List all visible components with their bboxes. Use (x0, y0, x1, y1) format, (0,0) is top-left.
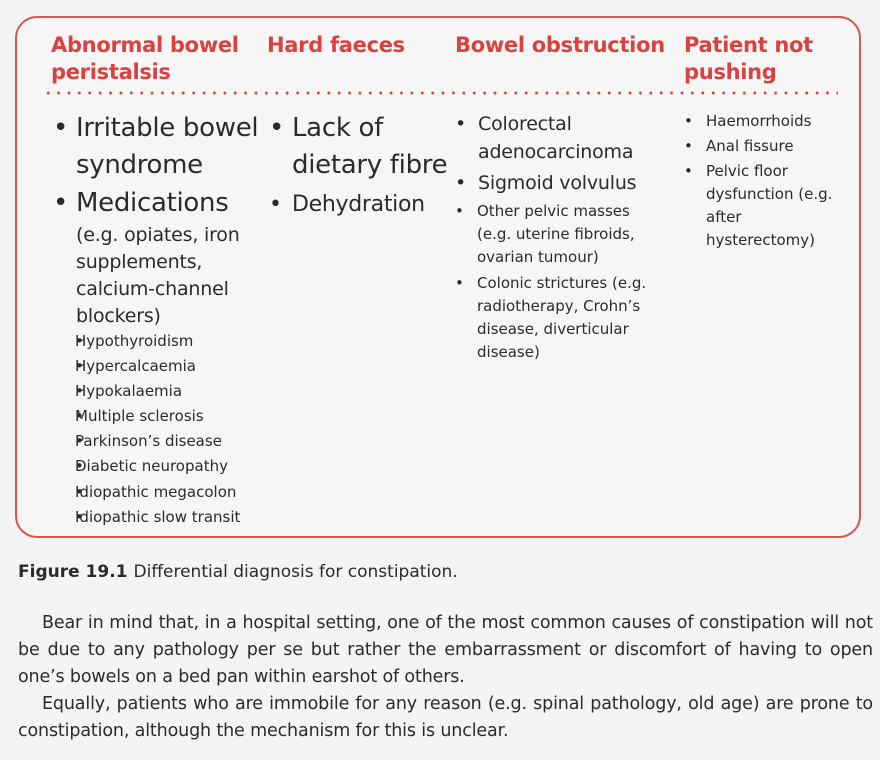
column-1-small-list (53, 330, 268, 528)
list-item: • Other pelvic masses (e.g. uterine fibroids, ovarian tumour) (455, 200, 665, 269)
list-item: • Diabetic neuropathy (53, 455, 268, 478)
list-item: • Idiopathic megacolon (53, 481, 268, 504)
column-3-medium-list (455, 110, 675, 200)
column-4-small-list (684, 110, 834, 254)
list-item: • Medications (e.g. opiates, iron supplements, calcium-channel blockers) (53, 185, 268, 330)
list-item: • Colorectal adenocarcinoma (455, 110, 675, 166)
paragraph: Bear in mind that, in a hospital setting, one of the most common causes of constipation will not be due to any pathology per se but rather the embarrassment or discomfort of having to open one’s bowels on a bed pan within earshot of others. (18, 613, 873, 687)
list-item: • Sigmoid volvulus (455, 169, 675, 197)
column-1-large-list (53, 110, 268, 330)
list-item-note: (e.g. opiates, iron supplements, calcium-channel blockers) (76, 224, 240, 327)
list-item: • Dehydration (269, 186, 449, 223)
body-text (18, 610, 873, 745)
figure-number: Figure 19.1 (18, 562, 128, 582)
column-heading-bowel-obstruction: Bowel obstruction (455, 33, 665, 57)
list-item: • Hypothyroidism (53, 330, 268, 353)
list-item: • Idiopathic slow transit (53, 506, 268, 529)
paragraph: Equally, patients who are immobile for any reason (e.g. spinal pathology, old age) are prone to constipation, although the mechanism for this is unclear. (18, 694, 873, 741)
list-item: • Anal fissure (684, 135, 834, 158)
list-item: • Haemorrhoids (684, 110, 834, 133)
dotted-divider (43, 91, 838, 95)
list-item: • Irritable bowel syndrome (53, 110, 268, 184)
column-heading-hard-faeces: Hard faeces (267, 33, 405, 57)
list-item: • Parkinson’s disease (53, 430, 268, 453)
differential-diagnosis-figure (15, 16, 861, 538)
column-3-small-list (455, 200, 665, 366)
figure-caption-text: Differential diagnosis for constipation. (133, 562, 458, 582)
column-heading-patient-not-pushing: Patient not pushing (684, 33, 813, 84)
list-item: • Colonic strictures (e.g. radiotherapy, Crohn’s disease, diverticular disease) (455, 272, 665, 364)
column-2-large-list (269, 110, 449, 223)
figure-caption (18, 562, 458, 582)
list-item: • Lack of dietary fibre (269, 110, 449, 184)
list-item: • Multiple sclerosis (53, 405, 268, 428)
list-item: • Hypercalcaemia (53, 355, 268, 378)
column-heading-abnormal-peristalsis: Abnormal bowel peristalsis (51, 33, 239, 84)
list-item: • Pelvic floor dysfunction (e.g. after hysterectomy) (684, 160, 834, 252)
list-item: • Hypokalaemia (53, 380, 268, 403)
